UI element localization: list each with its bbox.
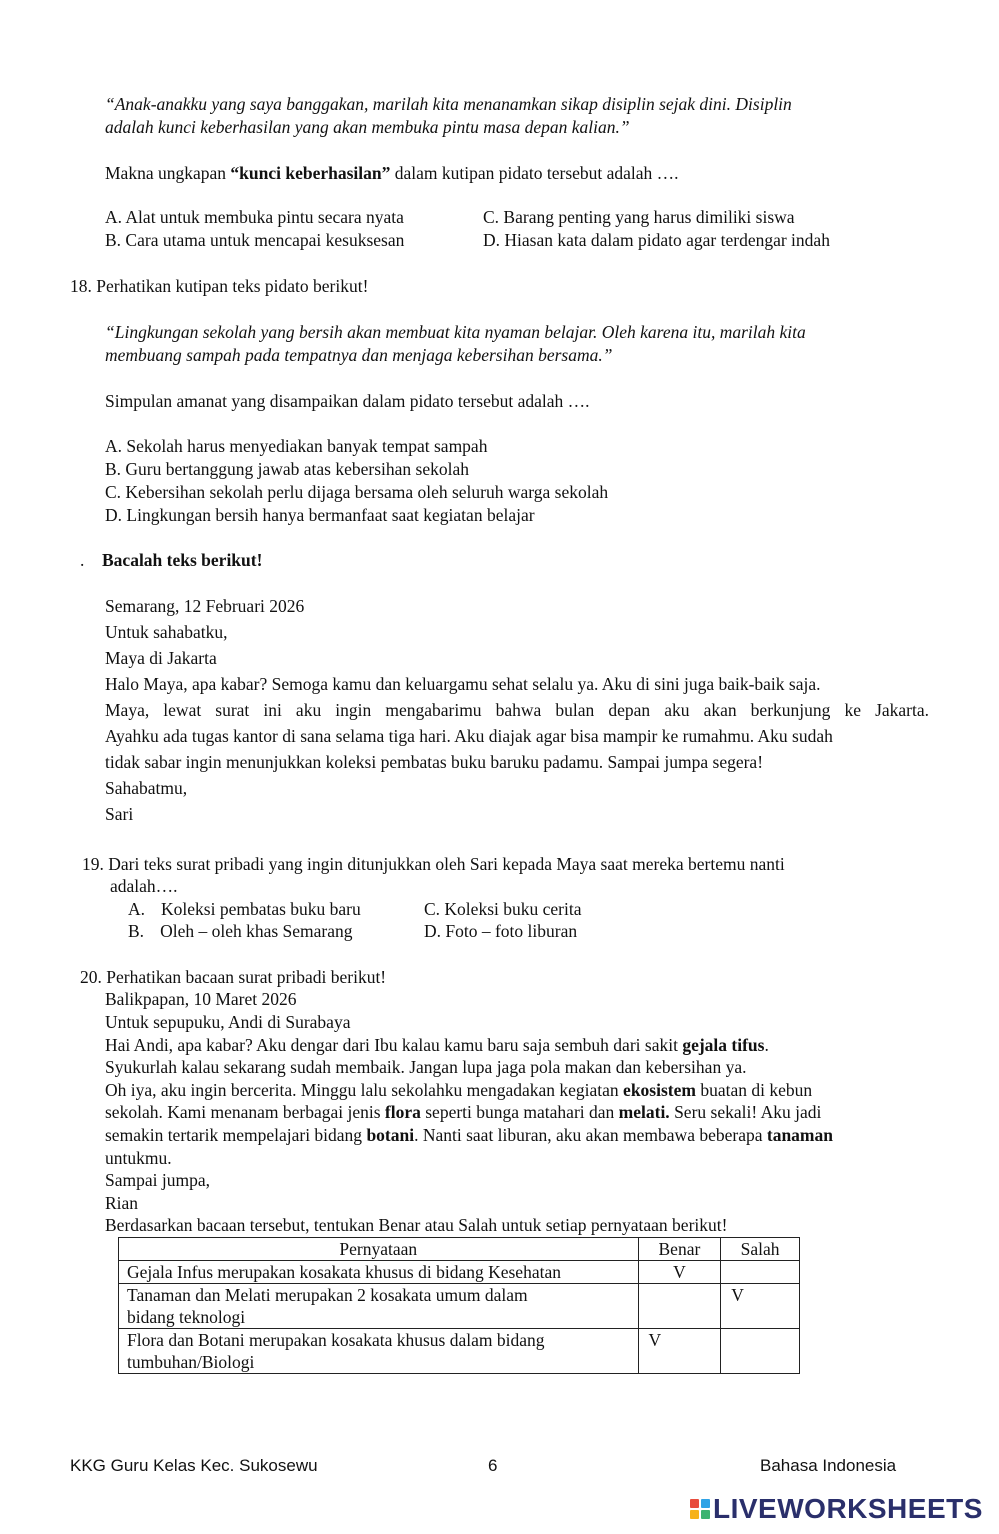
- q17-prompt-before: Makna ungkapan: [105, 163, 231, 183]
- footer-page-number: 6: [488, 1456, 498, 1475]
- header-statement: Pernyataan: [119, 1238, 639, 1261]
- letter1-body-line1: Halo Maya, apa kabar? Semoga kamu dan keluargamu sehat selalu ya. Aku di sini juga baik-baik saja.: [105, 674, 821, 694]
- q17-option-a[interactable]: A. Alat untuk membuka pintu secara nyata: [105, 207, 404, 227]
- table-row: [119, 1284, 800, 1329]
- header-benar: Benar: [638, 1238, 721, 1261]
- benar-cell[interactable]: V: [638, 1261, 721, 1284]
- statement-line1: Flora dan Botani merupakan kosakata khusus dalam bidang: [127, 1330, 545, 1350]
- salah-cell[interactable]: [721, 1261, 800, 1284]
- q19-option-a-text: Koleksi pembatas buku baru: [161, 899, 361, 919]
- footer-left: KKG Guru Kelas Kec. Sukosewu: [70, 1456, 318, 1475]
- q18-quote-line2: membuang sampah pada tempatnya dan menjaga kebersihan bersama.”: [105, 345, 613, 365]
- statement-line2: tumbuhan/Biologi: [127, 1352, 255, 1372]
- q17-option-d[interactable]: D. Hiasan kata dalam pidato agar terdengar indah: [483, 230, 830, 250]
- q20-line3-bold: ekosistem: [623, 1080, 696, 1100]
- q19-option-d[interactable]: D. Foto – foto liburan: [424, 921, 578, 941]
- q19-option-b[interactable]: [128, 921, 353, 942]
- logo-square-blue: [701, 1499, 710, 1508]
- q19-option-a-letter: A.: [128, 899, 146, 919]
- q20-to: Untuk sepupuku, Andi di Surabaya: [105, 1012, 351, 1032]
- q20-line3-c: buatan di kebun: [695, 1080, 813, 1100]
- q18-option-c[interactable]: C. Kebersihan sekolah perlu dijaga bersama oleh seluruh warga sekolah: [105, 482, 609, 502]
- salah-cell[interactable]: [721, 1329, 800, 1374]
- benar-cell[interactable]: V: [638, 1329, 721, 1374]
- q17-quote-line1: “Anak-anakku yang saya banggakan, marilah kita menanamkan sikap disiplin sejak dini. Disiplin: [105, 94, 792, 114]
- statement-cell: [119, 1284, 639, 1329]
- statement-line2: bidang teknologi: [127, 1307, 246, 1327]
- statement-line1: Tanaman dan Melati merupakan 2 kosakata umum dalam: [127, 1285, 528, 1305]
- header-salah: Salah: [721, 1238, 800, 1261]
- q17-option-c[interactable]: C. Barang penting yang harus dimiliki siswa: [483, 207, 795, 227]
- q20-line3-a: Oh iya, aku ingin bercerita. Minggu lalu sekolahku mengadakan kegiatan: [105, 1080, 624, 1100]
- q20-line4-a: sekolah. Kami menanam berbagai jenis: [105, 1102, 385, 1122]
- q18-title: 18. Perhatikan kutipan teks pidato berikut!: [70, 276, 369, 296]
- letter1-closing: Sahabatmu,: [105, 778, 188, 798]
- table-row: [119, 1261, 800, 1284]
- q20-line1-c: .: [764, 1035, 769, 1055]
- q20-line1: [105, 1035, 769, 1056]
- q17-quote-line2: adalah kunci keberhasilan yang akan membuka pintu masa depan kalian.”: [105, 117, 630, 137]
- q19-option-b-text: Oleh – oleh khas Semarang: [160, 921, 353, 941]
- logo-square-yellow: [690, 1510, 699, 1519]
- q18-option-a[interactable]: A. Sekolah harus menyediakan banyak tempat sampah: [105, 436, 488, 456]
- letter1-marker: .: [80, 550, 85, 570]
- q20-line5-a: semakin tertarik mempelajari bidang: [105, 1125, 367, 1145]
- logo-square-red: [690, 1499, 699, 1508]
- q20-instruction: Berdasarkan bacaan tersebut, tentukan Benar atau Salah untuk setiap pernyataan berikut!: [105, 1215, 728, 1235]
- q20-line5: [105, 1125, 833, 1146]
- q18-option-b[interactable]: B. Guru bertanggung jawab atas kebersihan sekolah: [105, 459, 469, 479]
- letter1-body-line4: tidak sabar ingin menunjukkan koleksi pembatas buku baruku padamu. Sampai jumpa segera!: [105, 752, 764, 772]
- statement-cell: [119, 1261, 639, 1284]
- q18-option-d[interactable]: D. Lingkungan bersih hanya bermanfaat saat kegiatan belajar: [105, 505, 535, 525]
- liveworksheets-logo: [690, 1492, 983, 1526]
- letter1-body-line3: Ayahku ada tugas kantor di sana selama tiga hari. Aku diajak agar bisa mampir ke rumahmu. Aku sudah: [105, 726, 833, 746]
- statement-cell: [119, 1329, 639, 1374]
- letter1-heading: [102, 550, 262, 571]
- table-row: [119, 1329, 800, 1374]
- q20-line4: [105, 1102, 821, 1123]
- q17-prompt: [105, 163, 679, 184]
- letter1-heading-text: Bacalah teks berikut!: [102, 550, 263, 570]
- footer-right: Bahasa Indonesia: [760, 1456, 897, 1475]
- benar-cell[interactable]: [638, 1284, 721, 1329]
- q20-line4-bold1: flora: [384, 1102, 421, 1122]
- salah-cell[interactable]: V: [721, 1284, 800, 1329]
- q20-line4-c: seperti bunga matahari dan: [420, 1102, 619, 1122]
- true-false-table: [118, 1237, 800, 1374]
- q20-date: Balikpapan, 10 Maret 2026: [105, 989, 297, 1009]
- q17-option-b[interactable]: B. Cara utama untuk mencapai kesuksesan: [105, 230, 405, 250]
- q19-option-c[interactable]: C. Koleksi buku cerita: [424, 899, 582, 919]
- logo-square-green: [701, 1510, 710, 1519]
- letter1-recipient: Maya di Jakarta: [105, 648, 217, 668]
- q20-line5-bold1: botani: [366, 1125, 415, 1145]
- q20-line5-bold2: tanaman: [766, 1125, 833, 1145]
- q17-prompt-bold: “kunci keberhasilan”: [230, 163, 391, 183]
- q19-option-b-letter: B.: [128, 921, 145, 941]
- table-header-row: [119, 1238, 800, 1261]
- q20-line1-a: Hai Andi, apa kabar? Aku dengar dari Ibu kalau kamu baru saja sembuh dari sakit: [105, 1035, 683, 1055]
- q18-prompt: Simpulan amanat yang disampaikan dalam pidato tersebut adalah ….: [105, 391, 590, 411]
- q20-line4-bold2: melati.: [618, 1102, 670, 1122]
- q20-line2: Syukurlah kalau sekarang sudah membaik. Jangan lupa jaga pola makan dan kebersihan ya.: [105, 1057, 747, 1077]
- letter1-body-line2: Maya, lewat surat ini aku ingin mengabarimu bahwa bulan depan aku akan berkunjung ke Jakarta.: [105, 700, 929, 720]
- letter1-sender: Sari: [105, 804, 134, 824]
- letter1-date: Semarang, 12 Februari 2026: [105, 596, 305, 616]
- q20-line4-e: Seru sekali! Aku jadi: [669, 1102, 822, 1122]
- q20-title: 20. Perhatikan bacaan surat pribadi berikut!: [80, 967, 387, 987]
- statement-line1: Gejala Infus merupakan kosakata khusus di bidang Kesehatan: [127, 1262, 561, 1282]
- logo-text: LIVEWORKSHEETS: [713, 1493, 983, 1524]
- q19-option-a[interactable]: [128, 899, 361, 920]
- q20-line3: [105, 1080, 812, 1101]
- logo-grid-icon: [690, 1499, 710, 1519]
- q20-line5-c: . Nanti saat liburan, aku akan membawa beberapa: [414, 1125, 767, 1145]
- letter1-to: Untuk sahabatku,: [105, 622, 228, 642]
- q20-sender: Rian: [105, 1193, 139, 1213]
- q20-line6: untukmu.: [105, 1148, 172, 1168]
- q17-prompt-after: dalam kutipan pidato tersebut adalah ….: [390, 163, 679, 183]
- q18-quote-line1: “Lingkungan sekolah yang bersih akan membuat kita nyaman belajar. Oleh karena itu, marilah kita: [105, 322, 806, 342]
- q19-line2: adalah….: [110, 876, 178, 896]
- q20-line1-bold: gejala tifus: [682, 1035, 765, 1055]
- q20-closing: Sampai jumpa,: [105, 1170, 210, 1190]
- q19-line1: 19. Dari teks surat pribadi yang ingin ditunjukkan oleh Sari kepada Maya saat mereka bertemu nanti: [82, 854, 785, 874]
